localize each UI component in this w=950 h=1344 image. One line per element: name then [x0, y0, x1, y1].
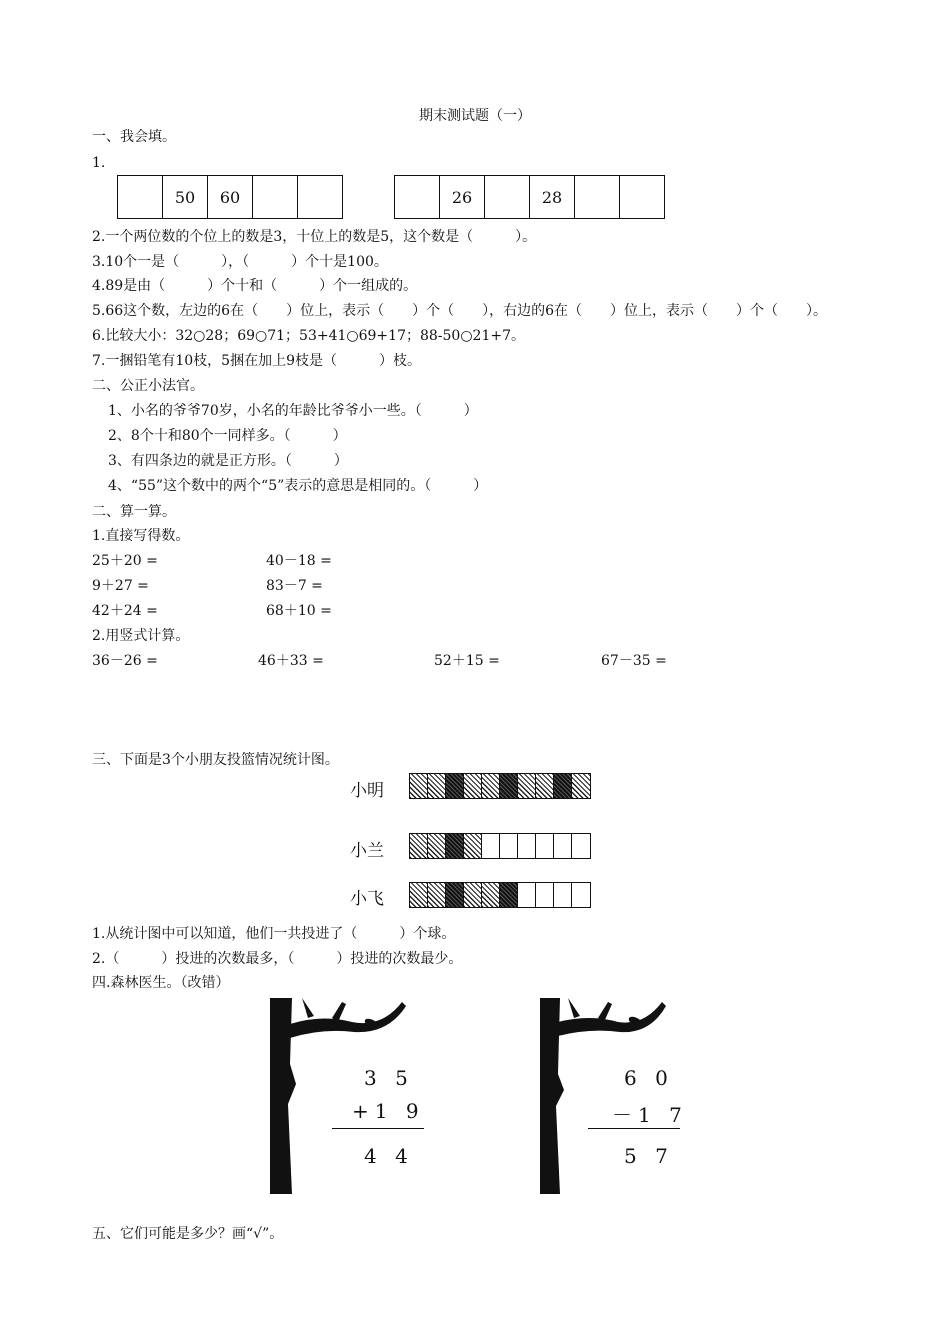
calc-1-top: 3 5	[364, 1066, 414, 1090]
chart-cell-filled	[428, 883, 446, 907]
vertical-calc-heading: 2.用竖式计算。	[92, 628, 190, 644]
chart-bar-xiaoming	[409, 773, 591, 799]
chart-bar-xiaofei	[409, 882, 591, 908]
chart-cell-empty	[572, 834, 590, 858]
judge-item-4: 4、“55”这个数中的两个“5”表示的意思是相同的。（ ）	[108, 478, 488, 494]
calc-2-result: 5 7	[624, 1144, 674, 1168]
chart-cell-empty	[572, 883, 590, 907]
chart-cell-filled	[410, 834, 428, 858]
chart-cell-empty	[500, 834, 518, 858]
seq-b-cell[interactable]	[575, 176, 620, 219]
chart-cell-filled	[410, 774, 428, 798]
calc-2-rule	[588, 1128, 680, 1129]
chart-cell-empty	[536, 834, 554, 858]
chart-cell-filled	[500, 774, 518, 798]
chart-cell-filled	[554, 774, 572, 798]
seq-b-cell: 26	[440, 176, 485, 219]
calc-1-mid: +1 9	[352, 1099, 425, 1123]
question-4: 4.89是由（ ）个十和（ ）个一组成的。	[92, 278, 418, 294]
chart-cell-filled	[428, 834, 446, 858]
judge-item-3: 3、有四条边的就是正方形。（ ）	[108, 453, 348, 469]
direct-calc-item: 9＋27 =	[92, 578, 149, 594]
seq-a-cell[interactable]	[298, 176, 343, 219]
chart-cell-filled	[482, 883, 500, 907]
chart-cell-filled	[446, 834, 464, 858]
vertical-calc-item: 52＋15 =	[434, 653, 500, 669]
direct-calc-item: 25＋20 =	[92, 553, 158, 569]
chart-question-1: 1.从统计图中可以知道，他们一共投进了（ ）个球。	[92, 926, 456, 942]
chart-cell-filled	[446, 774, 464, 798]
chart-cell-filled	[446, 883, 464, 907]
direct-calc-item: 42＋24 =	[92, 603, 158, 619]
chart-cell-filled	[500, 883, 518, 907]
direct-calc-item: 68＋10 =	[266, 603, 332, 619]
chart-question-2: 2.（ ）投进的次数最多，（ ）投进的次数最少。	[92, 951, 463, 967]
seq-b-cell[interactable]	[485, 176, 530, 219]
chart-cell-empty	[518, 883, 536, 907]
direct-calc-item: 83－7 =	[266, 578, 323, 594]
number-sequence-b	[394, 175, 665, 219]
question-7: 7.一捆铅笔有10枝，5捆在加上9枝是（ ）枝。	[92, 353, 421, 369]
chart-cell-filled	[464, 774, 482, 798]
calc-1-result: 4 4	[364, 1144, 414, 1168]
seq-b-cell[interactable]	[620, 176, 665, 219]
section-4-heading: 三、下面是3个小朋友投篮情况统计图。	[92, 752, 339, 768]
chart-cell-empty	[554, 834, 572, 858]
judge-item-1: 1、小名的爷爷70岁，小名的年龄比爷爷小一些。（ ）	[108, 403, 478, 419]
section-3-heading: 二、算一算。	[92, 504, 176, 520]
page-title: 期末测试题（一）	[419, 108, 531, 124]
chart-cell-filled	[536, 774, 554, 798]
section-1-heading: 一、我会填。	[92, 129, 176, 145]
section-5-heading: 四.森林医生。（改错）	[92, 975, 230, 991]
chart-cell-filled	[464, 834, 482, 858]
question-3: 3.10个一是（ ），（ ）个十是100。	[92, 254, 388, 270]
section-6-heading: 五、它们可能是多少？画“√”。	[92, 1226, 284, 1242]
question-1-label: 1.	[92, 155, 106, 171]
chart-cell-empty	[554, 883, 572, 907]
chart-cell-empty	[536, 883, 554, 907]
seq-a-cell: 50	[163, 176, 208, 219]
vertical-calc-item: 46＋33 =	[258, 653, 324, 669]
vertical-calc-item: 36－26 =	[92, 653, 158, 669]
chart-cell-filled	[482, 774, 500, 798]
number-sequence-a	[117, 175, 343, 219]
chart-cell-empty	[482, 834, 500, 858]
judge-item-2: 2、8个十和80个一同样多。（ ）	[108, 428, 347, 444]
seq-a-cell[interactable]	[253, 176, 298, 219]
question-6: 6.比较大小：32○28；69○71；53+41○69+17；88-50○21+7。	[92, 328, 526, 344]
chart-cell-empty	[518, 834, 536, 858]
seq-a-cell: 60	[208, 176, 253, 219]
question-5: 5.66这个数，左边的6在（ ）位上，表示（ ）个（ ），右边的6在（ ）位上，表示（ ）个（ ）。	[92, 303, 827, 319]
seq-b-cell[interactable]	[395, 176, 440, 219]
direct-calc-item: 40－18 =	[266, 553, 332, 569]
direct-calc-heading: 1.直接写得数。	[92, 528, 190, 544]
calc-2-top: 6 0	[624, 1066, 674, 1090]
calc-2-mid: －1 7	[612, 1103, 688, 1127]
chart-cell-filled	[428, 774, 446, 798]
chart-cell-filled	[518, 774, 536, 798]
question-2: 2.一个两位数的个位上的数是3，十位上的数是5，这个数是（ ）。	[92, 229, 537, 245]
seq-b-cell: 28	[530, 176, 575, 219]
section-2-heading: 二、公正小法官。	[92, 378, 204, 394]
chart-cell-filled	[410, 883, 428, 907]
chart-row-name: 小飞	[350, 889, 384, 909]
chart-row-name: 小明	[350, 781, 384, 801]
seq-a-cell[interactable]	[118, 176, 163, 219]
calc-1-rule	[332, 1128, 424, 1129]
chart-bar-xiaolan	[409, 833, 591, 859]
chart-cell-filled	[464, 883, 482, 907]
vertical-calc-item: 67－35 =	[601, 653, 667, 669]
chart-cell-filled	[572, 774, 590, 798]
chart-row-name: 小兰	[350, 841, 384, 861]
